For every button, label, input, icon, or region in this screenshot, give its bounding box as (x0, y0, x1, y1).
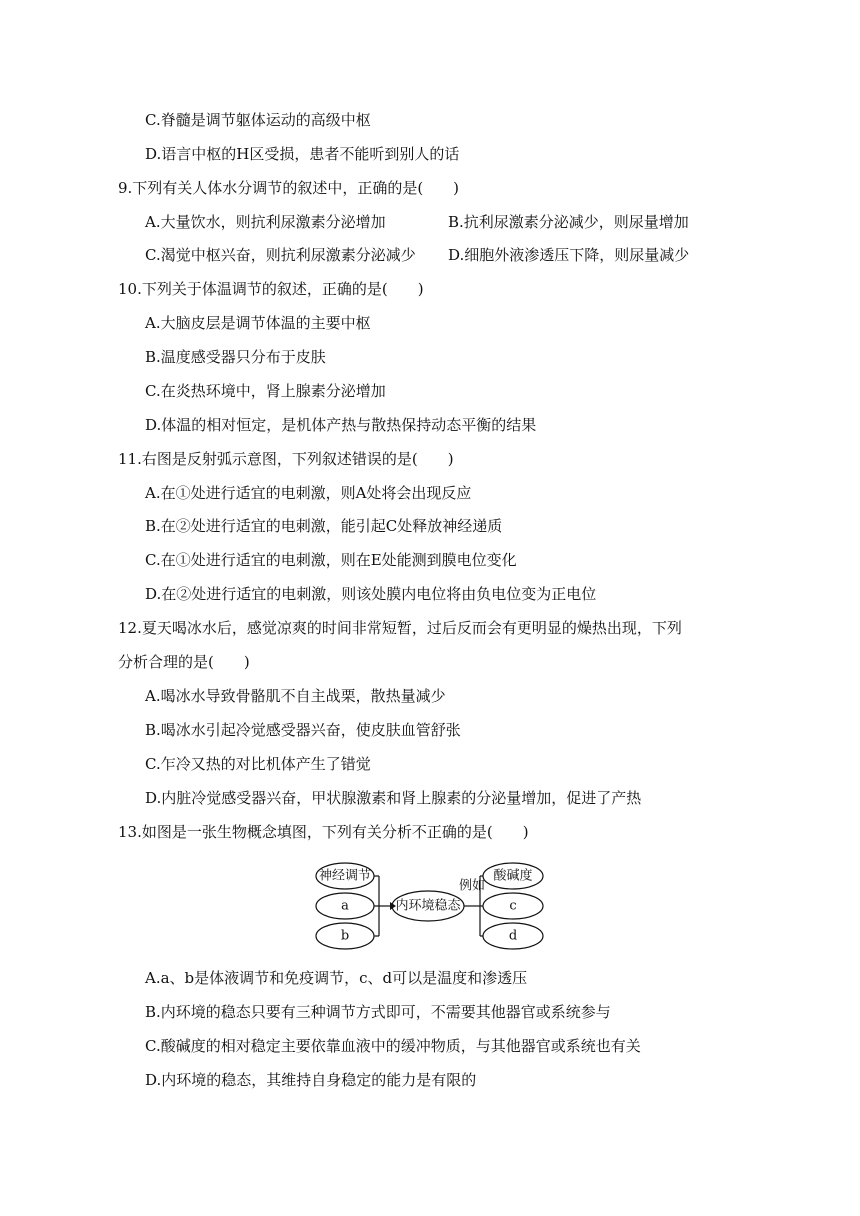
concept-map-diagram (310, 856, 550, 952)
label-left-top: 神经调节 (318, 868, 372, 884)
q9-option-b: B.抗利尿激素分泌减少，则尿量增加 (448, 213, 689, 231)
q12-option-d: D.内脏冷觉感受器兴奋，甲状腺激素和肾上腺素的分泌量增加，促进了产热 (145, 789, 642, 807)
q9-option-d: D.细胞外液渗透压下降，则尿量减少 (448, 246, 690, 264)
q10-option-b: B.温度感受器只分布于皮肤 (145, 348, 326, 366)
label-right-mid: c (509, 898, 517, 914)
q13-option-b: B.内环境的稳态只要有三种调节方式即可，不需要其他器官或系统参与 (145, 1003, 611, 1021)
q11-option-b: B.在②处进行适宜的电刺激，能引起C处释放神经递质 (145, 517, 503, 535)
q9-option-a: A.大量饮水，则抗利尿激素分泌增加 (145, 213, 386, 231)
q10-option-d: D.体温的相对恒定，是机体产热与散热保持动态平衡的结果 (145, 416, 537, 434)
q13-option-c: C.酸碱度的相对稳定主要依靠血液中的缓冲物质，与其他器官或系统也有关 (145, 1037, 641, 1055)
q12-option-b: B.喝冰水引起冷觉感受器兴奋，使皮肤血管舒张 (145, 721, 461, 739)
q9-stem: 9.下列有关人体水分调节的叙述中，正确的是( ) (118, 179, 460, 197)
q8-option-d: D.语言中枢的H区受损，患者不能听到别人的话 (145, 145, 460, 163)
q13-option-d: D.内环境的稳态，其维持自身稳定的能力是有限的 (145, 1071, 477, 1089)
label-left-bot: b (340, 928, 350, 944)
label-right-top: 酸碱度 (493, 868, 533, 884)
label-example: 例如 (458, 878, 486, 894)
q12-option-c: C.乍冷又热的对比机体产生了错觉 (145, 755, 371, 773)
q10-option-c: C.在炎热环境中，肾上腺素分泌增加 (145, 382, 386, 400)
q10-stem: 10.下列关于体温调节的叙述，正确的是( ) (118, 280, 424, 298)
q12-stem-line2: 分析合理的是( ) (118, 653, 250, 671)
q11-option-d: D.在②处进行适宜的电刺激，则该处膜内电位将由负电位变为正电位 (145, 585, 597, 603)
q11-option-a: A.在①处进行适宜的电刺激，则A处将会出现反应 (145, 484, 472, 502)
q13-stem: 13.如图是一张生物概念填图，下列有关分析不正确的是( ) (118, 823, 529, 841)
q12-option-a: A.喝冰水导致骨骼肌不自主战栗，散热量减少 (145, 687, 446, 705)
q8-option-c: C.脊髓是调节躯体运动的高级中枢 (145, 111, 371, 129)
label-right-bot: d (508, 928, 518, 944)
q13-option-a: A.a、b是体液调节和免疫调节，c、d可以是温度和渗透压 (145, 969, 528, 987)
q11-option-c: C.在①处进行适宜的电刺激，则在E处能测到膜电位变化 (145, 551, 517, 569)
label-center: 内环境稳态 (395, 898, 461, 914)
q12-stem-line1: 12.夏天喝冰水后，感觉凉爽的时间非常短暂，过后反而会有更明显的燥热出现，下列 (118, 619, 682, 637)
q11-stem: 11.右图是反射弧示意图，下列叙述错误的是( ) (118, 450, 454, 468)
q10-option-a: A.大脑皮层是调节体温的主要中枢 (145, 314, 371, 332)
q9-option-c: C.渴觉中枢兴奋，则抗利尿激素分泌减少 (145, 246, 416, 264)
label-left-mid: a (341, 898, 349, 914)
